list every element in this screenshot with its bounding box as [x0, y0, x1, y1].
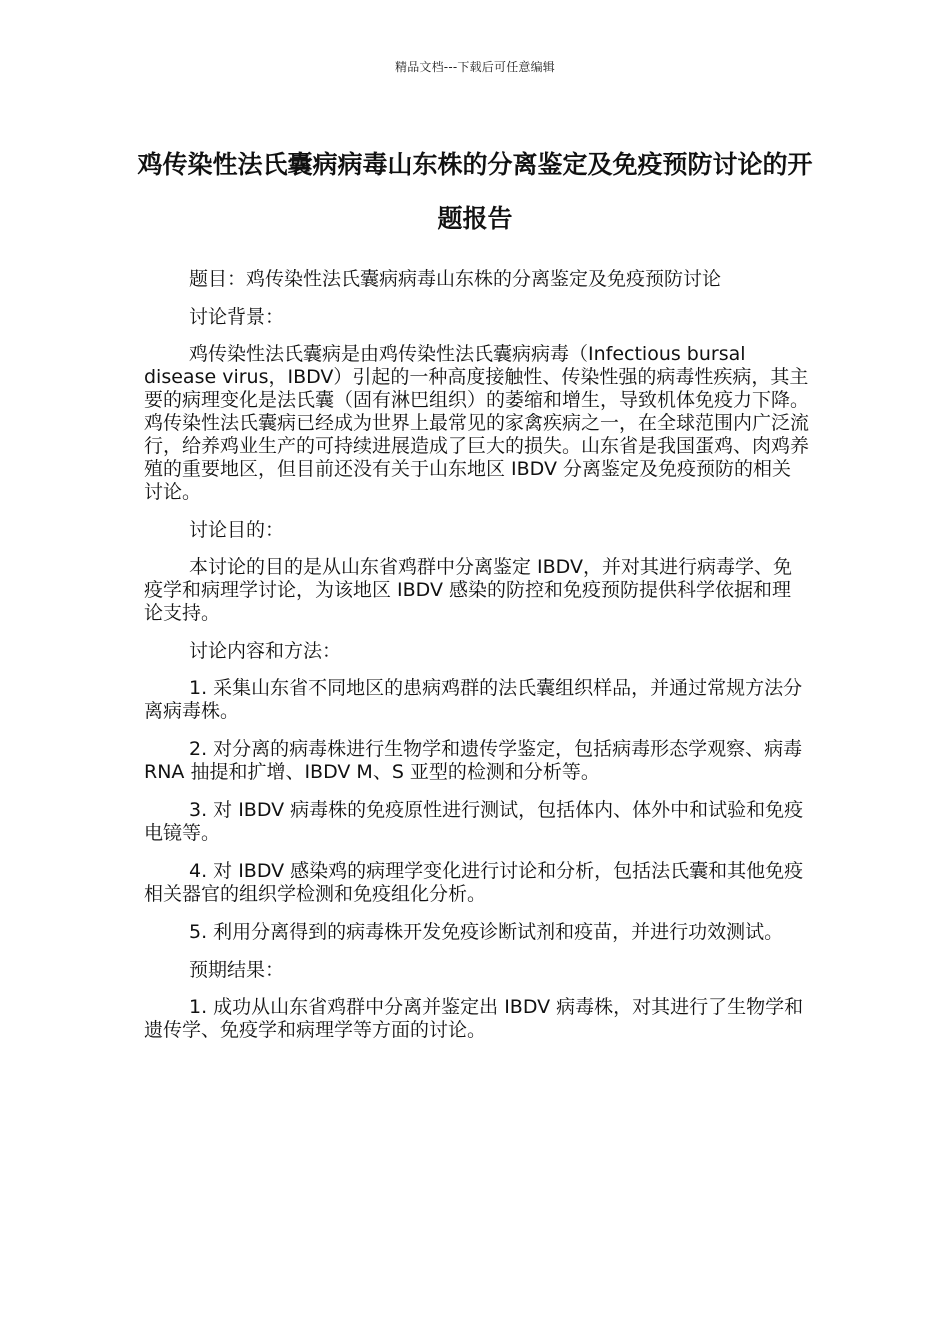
methods-item-3: 3. 对 IBDV 病毒株的免疫原性进行测试，包括体内、体外中和试验和免疫电镜等。 [144, 799, 804, 844]
methods-item-4: 4. 对 IBDV 感染鸡的病理学变化进行讨论和分析，包括法氏囊和其他免疫相关器官的组织学检测和免疫组化分析。 [144, 860, 804, 905]
methods-item-5: 5. 利用分离得到的病毒株开发免疫诊断试剂和疫苗，并进行功效测试。 [189, 921, 784, 943]
methods-heading: 讨论内容和方法： [189, 640, 342, 662]
background-paragraph: 鸡传染性法氏囊病是由鸡传染性法氏囊病病毒（Infectious bursal disease virus，IBDV）引起的一种高度接触性、传染性强的病毒性疾病，其主要的病理变化是法氏囊（固有淋巴组织）的萎缩和增生，导致机体免疫力下降。鸡传染性法氏囊病已经成为世界上最常见的家禽疾病之一，在全球范围内广泛流行，给养鸡业生产的可持续进展造成了巨大的损失。山东省是我国蛋鸡、肉鸡养殖的重要地区，但目前还没有关于山东地区 IBDV 分离鉴定及免疫预防的相关讨论。 [144, 343, 810, 503]
purpose-paragraph: 本讨论的目的是从山东省鸡群中分离鉴定 IBDV，并对其进行病毒学、免疫学和病理学讨论，为该地区 IBDV 感染的防控和免疫预防提供科学依据和理论支持。 [144, 556, 792, 624]
methods-item-1: 1. 采集山东省不同地区的患病鸡群的法氏囊组织样品，并通过常规方法分离病毒株。 [144, 677, 803, 722]
results-item-1: 1. 成功从山东省鸡群中分离并鉴定出 IBDV 病毒株，对其进行了生物学和遗传学、免疫学和病理学等方面的讨论。 [144, 996, 804, 1041]
methods-item-2: 2. 对分离的病毒株进行生物学和遗传学鉴定，包括病毒形态学观察、病毒 RNA 抽提和扩增、IBDV M、S 亚型的检测和分析等。 [144, 738, 803, 783]
document-body [144, 268, 809, 1057]
document-title: 鸡传染性法氏囊病病毒山东株的分离鉴定及免疫预防讨论的开题报告 [137, 150, 813, 233]
background-heading: 讨论背景： [189, 306, 285, 328]
page-header-note: 精品文档---下载后可任意编辑 [395, 60, 555, 74]
purpose-heading: 讨论目的： [189, 519, 285, 541]
results-heading: 预期结果： [189, 959, 285, 981]
topic-line: 题目：鸡传染性法氏囊病病毒山东株的分离鉴定及免疫预防讨论 [189, 268, 722, 290]
